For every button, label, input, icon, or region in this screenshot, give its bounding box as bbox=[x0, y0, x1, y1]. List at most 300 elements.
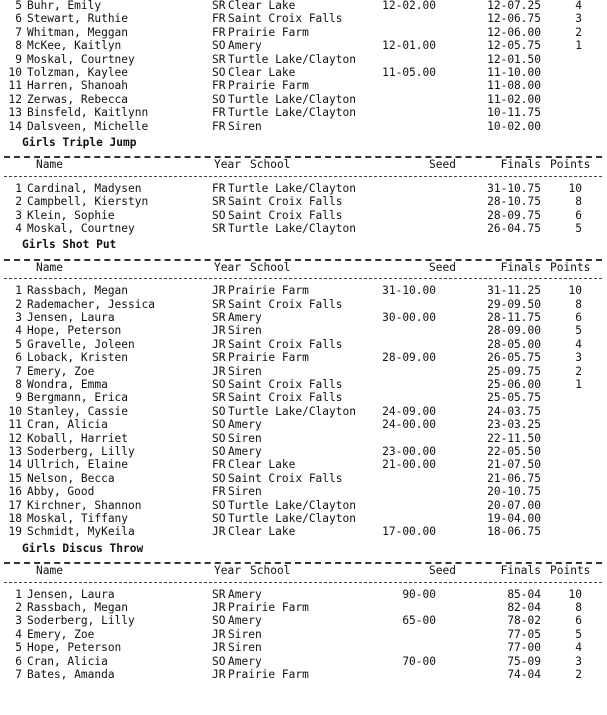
table-row bbox=[0, 588, 607, 601]
finals-cell: 31-11.25 bbox=[487, 284, 541, 298]
table-row bbox=[0, 365, 607, 378]
seed-cell: 17-00.00 bbox=[382, 525, 436, 539]
header-school: School bbox=[250, 260, 291, 274]
year-cell: FR bbox=[212, 12, 226, 26]
finals-cell: 28-05.00 bbox=[487, 337, 541, 351]
year-cell: SO bbox=[212, 39, 226, 53]
finals-cell: 11-08.00 bbox=[487, 79, 541, 93]
table-row bbox=[0, 66, 607, 79]
finals-cell: 22-11.50 bbox=[487, 431, 541, 445]
header-name: Name bbox=[36, 260, 63, 274]
athlete-name: Schmidt, MyKeila bbox=[27, 525, 135, 539]
points-cell: 4 bbox=[575, 337, 582, 351]
year-cell: SO bbox=[212, 614, 226, 628]
table-row bbox=[0, 26, 607, 39]
points-cell: 8 bbox=[575, 297, 582, 311]
place-cell: 15 bbox=[8, 471, 22, 485]
seed-cell: 21-00.00 bbox=[382, 458, 436, 472]
year-cell: SR bbox=[212, 311, 226, 324]
points-cell: 6 bbox=[575, 614, 582, 628]
finals-cell: 24-03.75 bbox=[487, 404, 541, 418]
place-cell: 5 bbox=[15, 641, 22, 655]
points-cell: 1 bbox=[575, 378, 582, 391]
place-cell: 18 bbox=[8, 512, 22, 525]
year-cell: SO bbox=[212, 92, 226, 106]
table-row bbox=[0, 311, 607, 324]
year-cell: SO bbox=[212, 498, 226, 512]
table-row bbox=[0, 668, 607, 681]
table-row bbox=[0, 79, 607, 92]
points-cell: 6 bbox=[575, 311, 582, 324]
seed-cell: 90-00 bbox=[402, 587, 436, 601]
table-row bbox=[0, 12, 607, 25]
table-row bbox=[0, 628, 607, 641]
place-cell: 19 bbox=[8, 525, 22, 539]
athlete-name: Moskal, Courtney bbox=[27, 222, 135, 235]
school-cell: Saint Croix Falls bbox=[228, 378, 343, 391]
header-points: Points bbox=[550, 158, 591, 172]
place-cell: 11 bbox=[8, 79, 22, 93]
seed-cell: 12-02.00 bbox=[382, 0, 436, 12]
finals-cell: 18-06.75 bbox=[487, 525, 541, 539]
points-cell: 10 bbox=[568, 181, 582, 195]
school-cell: Siren bbox=[228, 627, 262, 641]
place-cell: 12 bbox=[8, 431, 22, 445]
seed-cell: 70-00 bbox=[402, 654, 436, 668]
year-cell: SR bbox=[212, 52, 226, 66]
finals-cell: 25-09.75 bbox=[487, 364, 541, 378]
event-title: Girls Triple Jump bbox=[22, 136, 137, 149]
athlete-name: Bates, Amanda bbox=[27, 668, 115, 681]
table-row bbox=[0, 525, 607, 538]
school-cell: Amery bbox=[228, 587, 262, 601]
school-cell: Saint Croix Falls bbox=[228, 195, 343, 209]
header-finals: Finals bbox=[500, 564, 541, 578]
athlete-name: Kirchner, Shannon bbox=[27, 498, 142, 512]
event-title: Girls Discus Throw bbox=[22, 541, 144, 555]
year-cell: JR bbox=[212, 668, 226, 681]
athlete-name: Hope, Peterson bbox=[27, 641, 122, 655]
seed-cell: 24-00.00 bbox=[382, 418, 436, 432]
header-seed: Seed bbox=[429, 158, 456, 172]
place-cell: 3 bbox=[15, 311, 22, 324]
points-cell: 3 bbox=[575, 654, 582, 668]
school-cell: Turtle Lake/Clayton bbox=[228, 512, 356, 525]
athlete-name: Jensen, Laura bbox=[27, 587, 115, 601]
year-cell: SO bbox=[212, 512, 226, 525]
place-cell: 1 bbox=[15, 181, 22, 195]
points-cell: 5 bbox=[575, 324, 582, 338]
table-row bbox=[0, 222, 607, 235]
table-row bbox=[0, 93, 607, 106]
finals-cell: 12-07.25 bbox=[487, 0, 541, 12]
school-cell: Prairie Farm bbox=[228, 351, 309, 365]
finals-cell: 12-01.50 bbox=[487, 52, 541, 66]
athlete-name: Cardinal, Madysen bbox=[27, 181, 142, 195]
table-row bbox=[0, 445, 607, 458]
athlete-name: Cran, Alicia bbox=[27, 418, 108, 432]
finals-cell: 85-04 bbox=[507, 587, 541, 601]
place-cell: 10 bbox=[8, 66, 22, 79]
place-cell: 17 bbox=[8, 498, 22, 512]
divider-rule bbox=[4, 278, 602, 279]
school-cell: Amery bbox=[228, 445, 262, 458]
school-cell: Amery bbox=[228, 39, 262, 53]
place-cell: 9 bbox=[15, 52, 22, 66]
athlete-name: Tolzman, Kaylee bbox=[27, 66, 129, 79]
finals-cell: 11-02.00 bbox=[487, 92, 541, 106]
points-cell: 10 bbox=[568, 587, 582, 601]
school-cell: Prairie Farm bbox=[228, 284, 309, 298]
header-points: Points bbox=[550, 260, 591, 274]
athlete-name: Bergmann, Erica bbox=[27, 391, 129, 405]
header-name: Name bbox=[36, 158, 63, 172]
finals-cell: 12-05.75 bbox=[487, 39, 541, 53]
school-cell: Saint Croix Falls bbox=[228, 337, 343, 351]
divider-rule bbox=[4, 582, 602, 583]
place-cell: 5 bbox=[15, 0, 22, 12]
athlete-name: Campbell, Kierstyn bbox=[27, 195, 149, 209]
event-title: Girls Shot Put bbox=[22, 238, 117, 252]
school-cell: Turtle Lake/Clayton bbox=[228, 498, 356, 512]
school-cell: Siren bbox=[228, 324, 262, 338]
year-cell: SO bbox=[212, 471, 226, 485]
table-row bbox=[0, 324, 607, 337]
athlete-name: Jensen, Laura bbox=[27, 311, 115, 324]
year-cell: JR bbox=[212, 364, 226, 378]
school-cell: Siren bbox=[228, 364, 262, 378]
athlete-name: Gravelle, Joleen bbox=[27, 337, 135, 351]
place-cell: 13 bbox=[8, 106, 22, 120]
place-cell: 3 bbox=[15, 614, 22, 628]
points-cell: 3 bbox=[575, 12, 582, 26]
place-cell: 7 bbox=[15, 25, 22, 39]
finals-cell: 12-06.00 bbox=[487, 25, 541, 39]
athlete-name: Hope, Peterson bbox=[27, 324, 122, 338]
year-cell: SO bbox=[212, 404, 226, 418]
place-cell: 11 bbox=[8, 418, 22, 432]
school-cell: Clear Lake bbox=[228, 525, 296, 539]
table-row bbox=[0, 485, 607, 498]
place-cell: 14 bbox=[8, 458, 22, 472]
finals-cell: 78-02 bbox=[507, 614, 541, 628]
finals-cell: 23-03.25 bbox=[487, 418, 541, 432]
year-cell: SR bbox=[212, 0, 226, 12]
table-row bbox=[0, 391, 607, 404]
year-cell: SO bbox=[212, 208, 226, 222]
school-cell: Saint Croix Falls bbox=[228, 471, 343, 485]
seed-cell: 12-01.00 bbox=[382, 39, 436, 53]
athlete-name: Harren, Shanoah bbox=[27, 79, 129, 93]
year-cell: SO bbox=[212, 654, 226, 668]
finals-cell: 11-10.00 bbox=[487, 66, 541, 79]
school-cell: Amery bbox=[228, 311, 262, 324]
athlete-name: Moskal, Tiffany bbox=[27, 512, 129, 525]
finals-cell: 20-10.75 bbox=[487, 485, 541, 499]
year-cell: FR bbox=[212, 79, 226, 93]
finals-cell: 29-09.50 bbox=[487, 297, 541, 311]
place-cell: 9 bbox=[15, 391, 22, 405]
athlete-name: Emery, Zoe bbox=[27, 627, 95, 641]
finals-cell: 75-09 bbox=[507, 654, 541, 668]
points-cell: 8 bbox=[575, 601, 582, 614]
table-row bbox=[0, 338, 607, 351]
year-cell: SR bbox=[212, 195, 226, 209]
points-cell: 4 bbox=[575, 0, 582, 12]
school-cell: Clear Lake bbox=[228, 0, 296, 12]
column-header-row bbox=[0, 261, 607, 274]
seed-cell: 23-00.00 bbox=[382, 445, 436, 458]
header-seed: Seed bbox=[429, 260, 456, 274]
year-cell: SR bbox=[212, 351, 226, 365]
school-cell: Turtle Lake/Clayton bbox=[228, 181, 356, 195]
place-cell: 6 bbox=[15, 12, 22, 26]
athlete-name: Zerwas, Rebecca bbox=[27, 92, 129, 106]
athlete-name: Rassbach, Megan bbox=[27, 601, 129, 614]
place-cell: 4 bbox=[15, 324, 22, 338]
table-row bbox=[0, 458, 607, 471]
header-seed: Seed bbox=[429, 564, 456, 578]
place-cell: 4 bbox=[15, 222, 22, 235]
athlete-name: Stewart, Ruthie bbox=[27, 12, 129, 26]
table-row bbox=[0, 351, 607, 364]
table-row bbox=[0, 284, 607, 297]
finals-cell: 82-04 bbox=[507, 601, 541, 614]
school-cell: Saint Croix Falls bbox=[228, 391, 343, 405]
place-cell: 5 bbox=[15, 337, 22, 351]
header-school: School bbox=[250, 158, 291, 172]
finals-cell: 25-06.00 bbox=[487, 378, 541, 391]
finals-cell: 77-05 bbox=[507, 627, 541, 641]
athlete-name: Nelson, Becca bbox=[27, 471, 115, 485]
finals-cell: 77-00 bbox=[507, 641, 541, 655]
athlete-name: Wondra, Emma bbox=[27, 378, 108, 391]
place-cell: 2 bbox=[15, 297, 22, 311]
place-cell: 10 bbox=[8, 404, 22, 418]
school-cell: Amery bbox=[228, 614, 262, 628]
header-points: Points bbox=[550, 564, 591, 578]
athlete-name: Whitman, Meggan bbox=[27, 25, 129, 39]
table-row bbox=[0, 298, 607, 311]
table-row bbox=[0, 512, 607, 525]
table-row bbox=[0, 601, 607, 614]
school-cell: Saint Croix Falls bbox=[228, 208, 343, 222]
finals-cell: 10-11.75 bbox=[487, 106, 541, 120]
seed-cell: 28-09.00 bbox=[382, 351, 436, 365]
finals-cell: 26-04.75 bbox=[487, 222, 541, 235]
place-cell: 2 bbox=[15, 195, 22, 209]
athlete-name: Abby, Good bbox=[27, 485, 95, 499]
points-cell: 2 bbox=[575, 25, 582, 39]
points-cell: 3 bbox=[575, 351, 582, 365]
table-row bbox=[0, 209, 607, 222]
school-cell: Turtle Lake/Clayton bbox=[228, 222, 356, 235]
athlete-name: Rademacher, Jessica bbox=[27, 297, 155, 311]
table-row bbox=[0, 378, 607, 391]
year-cell: JR bbox=[212, 284, 226, 298]
school-cell: Siren bbox=[228, 641, 262, 655]
year-cell: FR bbox=[212, 181, 226, 195]
finals-cell: 19-04.00 bbox=[487, 512, 541, 525]
athlete-name: Dalsveen, Michelle bbox=[27, 119, 149, 133]
seed-cell: 24-09.00 bbox=[382, 404, 436, 418]
seed-cell: 30-00.00 bbox=[382, 311, 436, 324]
year-cell: SR bbox=[212, 222, 226, 235]
finals-cell: 28-10.75 bbox=[487, 195, 541, 209]
athlete-name: Soderberg, Lilly bbox=[27, 614, 135, 628]
table-row bbox=[0, 39, 607, 52]
table-row bbox=[0, 418, 607, 431]
year-cell: SO bbox=[212, 445, 226, 458]
year-cell: FR bbox=[212, 458, 226, 472]
seed-cell: 65-00 bbox=[402, 614, 436, 628]
table-row bbox=[0, 641, 607, 654]
finals-cell: 20-07.00 bbox=[487, 498, 541, 512]
finals-cell: 21-07.50 bbox=[487, 458, 541, 472]
place-cell: 6 bbox=[15, 654, 22, 668]
finals-cell: 10-02.00 bbox=[487, 119, 541, 133]
year-cell: FR bbox=[212, 485, 226, 499]
table-row bbox=[0, 182, 607, 195]
year-cell: JR bbox=[212, 627, 226, 641]
school-cell: Turtle Lake/Clayton bbox=[228, 404, 356, 418]
place-cell: 8 bbox=[15, 378, 22, 391]
points-cell: 8 bbox=[575, 195, 582, 209]
table-row bbox=[0, 499, 607, 512]
finals-cell: 21-06.75 bbox=[487, 471, 541, 485]
school-cell: Turtle Lake/Clayton bbox=[228, 52, 356, 66]
place-cell: 14 bbox=[8, 119, 22, 133]
table-row bbox=[0, 472, 607, 485]
school-cell: Saint Croix Falls bbox=[228, 12, 343, 26]
athlete-name: Ullrich, Elaine bbox=[27, 458, 129, 472]
year-cell: SO bbox=[212, 431, 226, 445]
school-cell: Prairie Farm bbox=[228, 25, 309, 39]
table-row bbox=[0, 0, 607, 12]
year-cell: SR bbox=[212, 587, 226, 601]
school-cell: Siren bbox=[228, 431, 262, 445]
points-cell: 2 bbox=[575, 364, 582, 378]
school-cell: Clear Lake bbox=[228, 66, 296, 79]
place-cell: 8 bbox=[15, 39, 22, 53]
table-row bbox=[0, 655, 607, 668]
points-cell: 4 bbox=[575, 641, 582, 655]
year-cell: SR bbox=[212, 391, 226, 405]
table-row bbox=[0, 106, 607, 119]
finals-cell: 28-09.75 bbox=[487, 208, 541, 222]
school-cell: Prairie Farm bbox=[228, 601, 309, 614]
athlete-name: Klein, Sophie bbox=[27, 208, 115, 222]
athlete-name: Soderberg, Lilly bbox=[27, 445, 135, 458]
table-row bbox=[0, 405, 607, 418]
school-cell: Siren bbox=[228, 119, 262, 133]
table-row bbox=[0, 53, 607, 66]
place-cell: 4 bbox=[15, 627, 22, 641]
points-cell: 2 bbox=[575, 668, 582, 681]
seed-cell: 11-05.00 bbox=[382, 66, 436, 79]
place-cell: 6 bbox=[15, 351, 22, 365]
school-cell: Turtle Lake/Clayton bbox=[228, 106, 356, 120]
finals-cell: 26-05.75 bbox=[487, 351, 541, 365]
place-cell: 13 bbox=[8, 445, 22, 458]
athlete-name: Rassbach, Megan bbox=[27, 284, 129, 298]
place-cell: 12 bbox=[8, 92, 22, 106]
athlete-name: Koball, Harriet bbox=[27, 431, 129, 445]
finals-cell: 31-10.75 bbox=[487, 181, 541, 195]
year-cell: FR bbox=[212, 106, 226, 120]
header-finals: Finals bbox=[500, 260, 541, 274]
place-cell: 1 bbox=[15, 587, 22, 601]
school-cell: Prairie Farm bbox=[228, 79, 309, 93]
points-cell: 10 bbox=[568, 284, 582, 298]
finals-cell: 74-04 bbox=[507, 668, 541, 681]
school-cell: Siren bbox=[228, 485, 262, 499]
header-finals: Finals bbox=[500, 158, 541, 172]
header-year: Year bbox=[214, 260, 241, 274]
year-cell: JR bbox=[212, 337, 226, 351]
school-cell: Turtle Lake/Clayton bbox=[228, 92, 356, 106]
place-cell: 3 bbox=[15, 208, 22, 222]
athlete-name: Stanley, Cassie bbox=[27, 404, 129, 418]
athlete-name: Moskal, Courtney bbox=[27, 52, 135, 66]
header-year: Year bbox=[214, 158, 241, 172]
points-cell: 1 bbox=[575, 39, 582, 53]
athlete-name: Emery, Zoe bbox=[27, 364, 95, 378]
finals-cell: 28-09.00 bbox=[487, 324, 541, 338]
place-cell: 1 bbox=[15, 284, 22, 298]
year-cell: JR bbox=[212, 525, 226, 539]
table-row bbox=[0, 614, 607, 627]
year-cell: JR bbox=[212, 641, 226, 655]
athlete-name: McKee, Kaitlyn bbox=[27, 39, 122, 53]
seed-cell: 31-10.00 bbox=[382, 284, 436, 298]
place-cell: 7 bbox=[15, 364, 22, 378]
table-row bbox=[0, 120, 607, 133]
finals-cell: 12-06.75 bbox=[487, 12, 541, 26]
column-header-row bbox=[0, 158, 607, 171]
athlete-name: Buhr, Emily bbox=[27, 0, 102, 12]
year-cell: FR bbox=[212, 119, 226, 133]
place-cell: 16 bbox=[8, 485, 22, 499]
header-school: School bbox=[250, 564, 291, 578]
points-cell: 5 bbox=[575, 222, 582, 235]
athlete-name: Loback, Kristen bbox=[27, 351, 129, 365]
school-cell: Prairie Farm bbox=[228, 668, 309, 681]
header-year: Year bbox=[214, 564, 241, 578]
school-cell: Amery bbox=[228, 418, 262, 432]
finals-cell: 28-11.75 bbox=[487, 311, 541, 324]
year-cell: FR bbox=[212, 25, 226, 39]
finals-cell: 22-05.50 bbox=[487, 445, 541, 458]
divider-rule bbox=[4, 176, 602, 177]
finals-cell: 25-05.75 bbox=[487, 391, 541, 405]
year-cell: JR bbox=[212, 324, 226, 338]
school-cell: Saint Croix Falls bbox=[228, 297, 343, 311]
year-cell: JR bbox=[212, 601, 226, 614]
place-cell: 7 bbox=[15, 668, 22, 681]
column-header-row bbox=[0, 564, 607, 577]
year-cell: SO bbox=[212, 66, 226, 79]
year-cell: SO bbox=[212, 378, 226, 391]
school-cell: Amery bbox=[228, 654, 262, 668]
table-row bbox=[0, 195, 607, 208]
athlete-name: Binsfeld, Kaitlynn bbox=[27, 106, 149, 120]
header-name: Name bbox=[36, 564, 63, 578]
table-row bbox=[0, 432, 607, 445]
school-cell: Clear Lake bbox=[228, 458, 296, 472]
year-cell: SR bbox=[212, 297, 226, 311]
points-cell: 6 bbox=[575, 208, 582, 222]
